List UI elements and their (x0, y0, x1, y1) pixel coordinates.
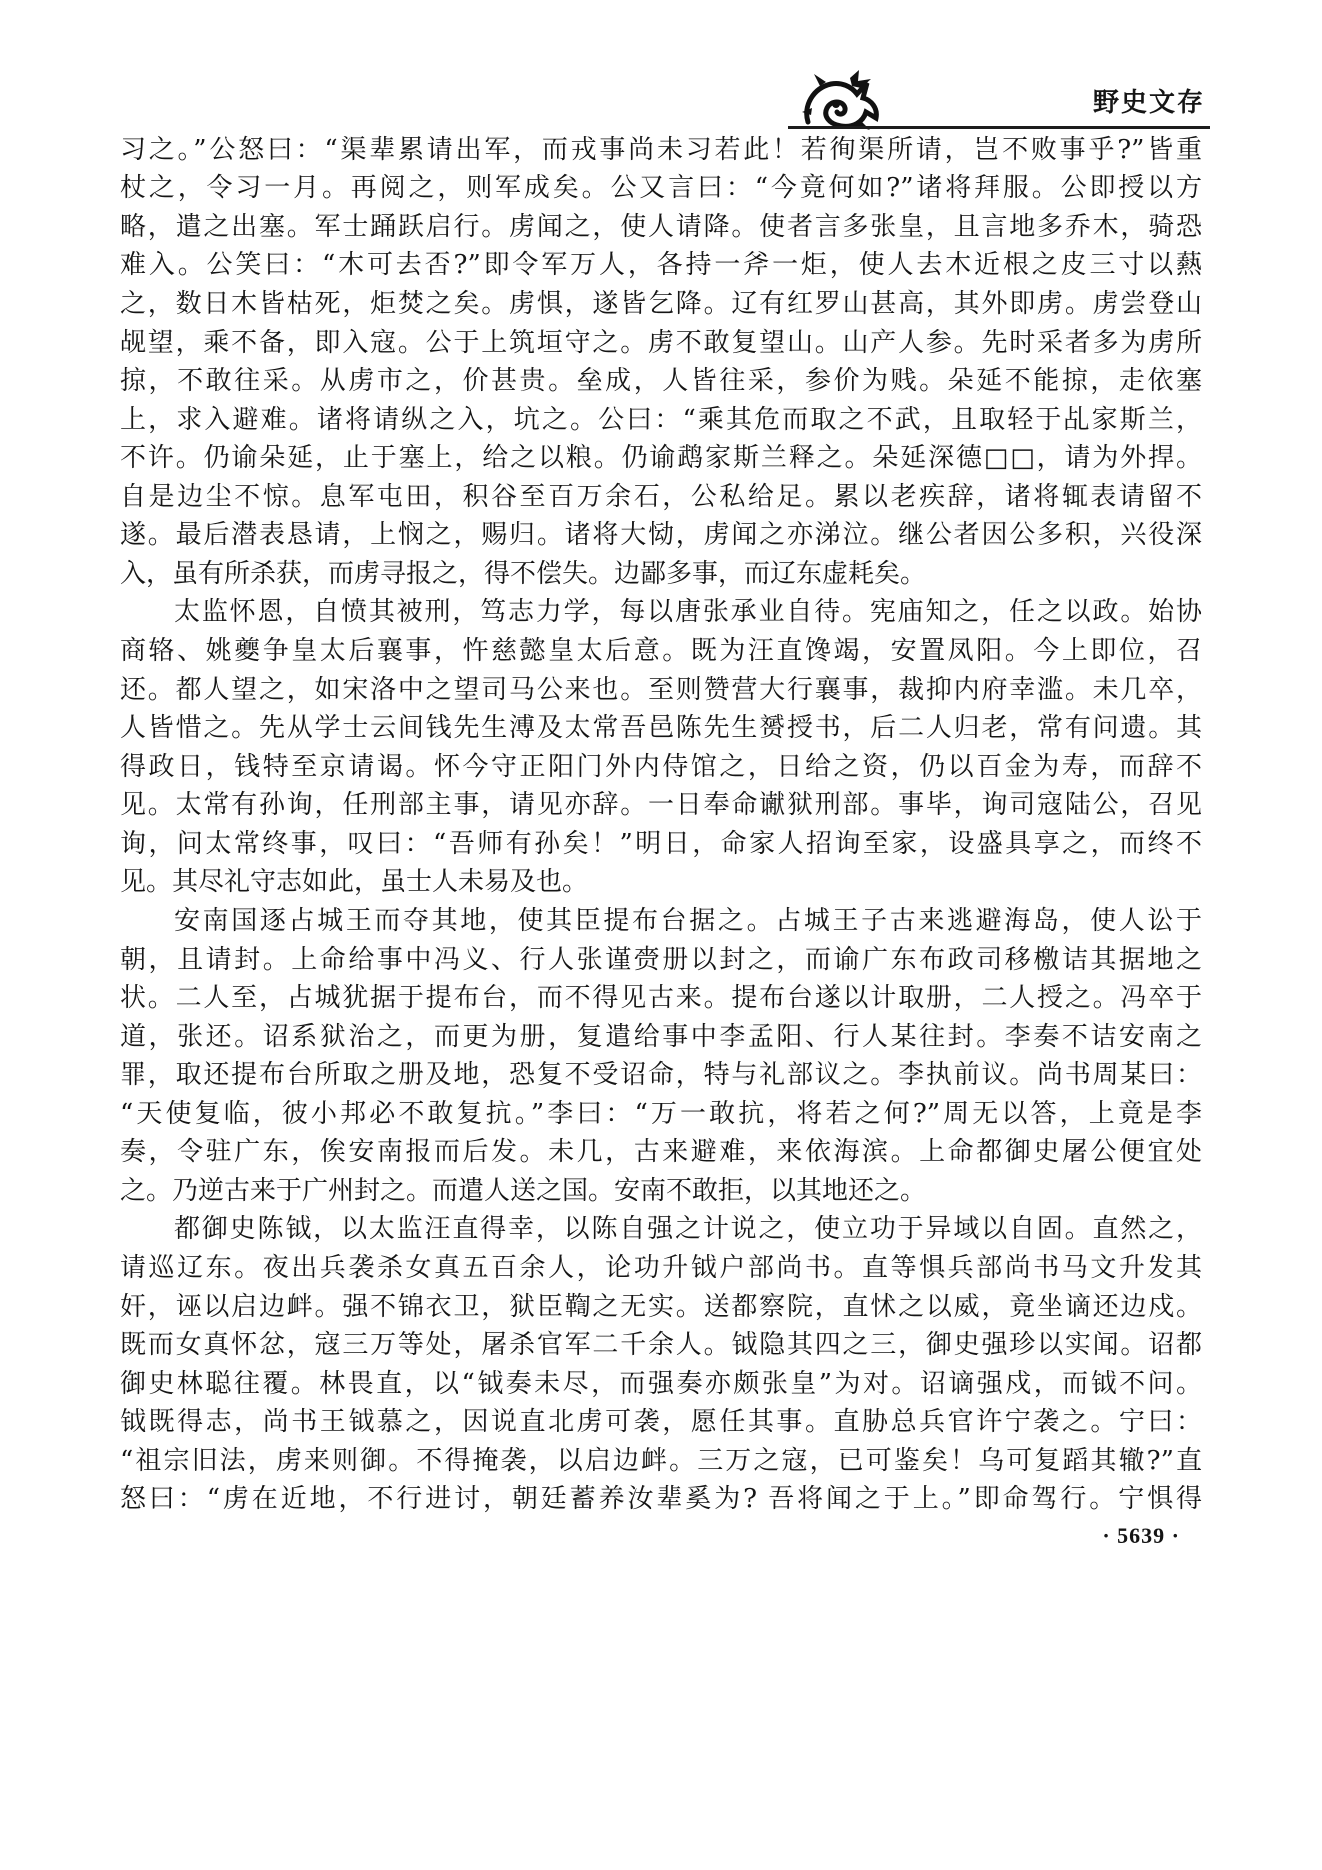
text-line: 入，虽有所杀获，而虏寻报之，得不偿失。边鄙多事，而辽东虚耗矣。 (120, 558, 927, 589)
text-line: 道，张还。诏系狱治之，而更为册，复遣给事中李孟阳、行人某往封。李奏不诘安南之 (120, 1021, 1202, 1052)
text-line: 难入。公笑曰：“木可去否?”即令军万人，各持一斧一炬，使人去木近根之皮三寸以爇 (120, 250, 1202, 281)
dragon-emblem-icon (800, 68, 882, 132)
text-line: 见。其尽礼守志如此，虽士人未易及也。 (120, 867, 589, 898)
text-line: 状。二人至，占城犹据于提布台，而不得见古来。提布台遂以计取册，二人授之。冯卒于 (120, 983, 1202, 1014)
paragraph (120, 593, 1202, 902)
page-number: · 5639 · (1102, 1523, 1180, 1548)
text-line: 奸，诬以启边衅。强不锦衣卫，狱臣鞫之无实。送都察院，直怵之以威，竟坐谪还边戍。 (120, 1291, 1202, 1322)
text-line: “天使复临，彼小邦必不敢复抗。”李曰：“万一敢抗，将若之何?”周无以答，上竟是李 (120, 1098, 1202, 1129)
text-line: 之。乃逆古来于广州封之。而遣人送之国。安南不敢拒，以其地还之。 (120, 1175, 927, 1206)
text-line: 既而女真怀忿，寇三万等处，屠杀官军二千余人。钺隐其四之三，御史强珍以实闻。诏都 (120, 1330, 1202, 1361)
text-line: 掠，不敢往采。从虏市之，价甚贵。垒成，人皆往采，参价为贱。朵延不能掠，走依塞 (120, 366, 1202, 397)
header-rule (788, 126, 1210, 129)
text-line: 自是边尘不惊。息军屯田，积谷至百万余石，公私给足。累以老疾辞，诸将辄表请留不 (120, 481, 1202, 512)
text-line: 安南国逐占城王而夺其地，使其臣提布台据之。占城王子古来逃避海岛，使人讼于 (174, 905, 1202, 936)
running-header (0, 0, 1322, 140)
text-line: 御史林聪往覆。林畏直，以“钺奏未尽，而强奏亦颇张皇”为对。诏谪强戍，而钺不问。 (120, 1368, 1202, 1399)
text-line: 觇望，乘不备，即入寇。公于上筑垣守之。虏不敢复望山。山产人参。先时采者多为虏所 (120, 327, 1202, 358)
text-line: 杖之，令习一月。再阅之，则军成矣。公又言曰：“今竟何如?”诸将拜服。公即授以方 (120, 173, 1202, 204)
text-line: 奏，令驻广东，俟安南报而后发。未几，古来避难，来依海滨。上命都御史屠公便宜处 (120, 1137, 1202, 1168)
text-line: 罪，取还提布台所取之册及地，恐复不受诏命，特与礼部议之。李执前议。尚书周某曰： (120, 1060, 1202, 1091)
text-line: 询，问太常终事，叹曰：“吾师有孙矣！”明日，命家人招询至家，设盛具享之，而终不 (120, 828, 1202, 859)
text-line: 还。都人望之，如宋洛中之望司马公来也。至则赞营大行襄事，裁抑内府幸滥。未几卒， (120, 674, 1202, 705)
text-line: “祖宗旧法，虏来则御。不得掩袭，以启边衅。三万之寇，已可鉴矣！乌可复蹈其辙?”直 (120, 1445, 1202, 1476)
text-line: 遂。最后潜表恳请，上悯之，赐归。诸将大恸，虏闻之亦涕泣。继公者因公多积，兴役深 (120, 520, 1202, 551)
text-line: 见。太常有孙询，任刑部主事，请见亦辞。一日奉命谳狱刑部。事毕，询司寇陆公，召见 (120, 790, 1202, 821)
text-line: 朝，且请封。上命给事中冯义、行人张谨赍册以封之，而谕广东布政司移檄诘其据地之 (120, 944, 1202, 975)
text-line: 怒曰：“虏在近地，不行进讨，朝廷蓄养汝辈奚为? 吾将闻之于上。”即命驾行。宁惧得 (120, 1484, 1202, 1515)
text-line: 习之。”公怒曰：“渠辈累请出军，而戎事尚未习若此！若徇渠所请，岂不败事乎?”皆重 (120, 134, 1202, 165)
text-line: 太监怀恩，自愤其被刑，笃志力学，每以唐张承业自待。宪庙知之，任之以政。始协 (174, 597, 1202, 628)
paragraph (120, 1210, 1202, 1519)
text-line: 钺既得志，尚书王钺慕之，因说直北虏可袭，愿任其事。直胁总兵官许宁袭之。宁曰： (120, 1407, 1202, 1438)
text-line: 之，数日木皆枯死，炬焚之矣。虏惧，遂皆乞降。辽有红罗山甚高，其外即虏。虏尝登山 (120, 288, 1202, 319)
paragraph (120, 131, 1202, 594)
text-line: 上，求入避难。诸将请纵之入，坑之。公曰：“乘其危而取之不武，且取轻于乩家斯兰， (120, 404, 1202, 435)
text-line: 请巡辽东。夜出兵袭杀女真五百余人，论功升钺户部尚书。直等惧兵部尚书马文升发其 (120, 1253, 1202, 1283)
text-line: 人皆惜之。先从学士云间钱先生溥及太常吾邑陈先生赟授书，后二人归老，常有问遗。其 (120, 713, 1202, 744)
text-line: 商辂、姚夔争皇太后襄事，忤慈懿皇太后意。既为汪直馋竭，安置凤阳。今上即位，召 (120, 636, 1202, 666)
book-title: 野史文存 (1092, 88, 1205, 118)
text-line: 得政日，钱特至京请谒。怀今守正阳门外内侍馆之，日给之资，仍以百金为寿，而辞不 (120, 751, 1202, 782)
paragraph (120, 902, 1202, 1211)
text-line: 不许。仍谕朵延，止于塞上，给之以粮。仍谕鹉家斯兰释之。朵延深德□□，请为外捍。 (120, 443, 1202, 474)
text-line: 都御史陈钺，以太监汪直得幸，以陈自强之计说之，使立功于异域以自固。直然之， (174, 1214, 1202, 1245)
body-text (120, 131, 1202, 1519)
text-line: 略，遣之出塞。军士踊跃启行。虏闻之，使人请降。使者言多张皇，且言地多乔木，骑恐 (120, 211, 1202, 242)
